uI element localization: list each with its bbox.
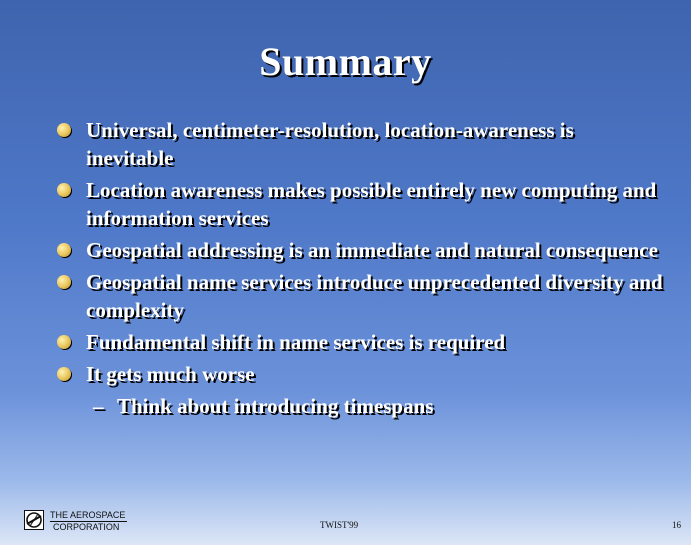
aerospace-logo-icon <box>24 510 44 530</box>
sub-bullet-text: Think about introducing timespans <box>117 394 434 418</box>
bullet-text: Geospatial addressing is an immediate and natural consequence <box>86 238 658 262</box>
bullet-dot-icon <box>57 275 71 289</box>
bullet-text: Geospatial name services introduce unprecedented diversity and complexity <box>86 270 663 322</box>
bullet-dot-icon <box>57 123 71 137</box>
bullet-item <box>55 236 665 264</box>
bullet-item <box>55 176 665 232</box>
bullet-dot-icon <box>57 367 71 381</box>
bullet-item <box>55 268 665 324</box>
footer-event: TWIST'99 <box>320 520 359 530</box>
footer-logo <box>24 510 127 533</box>
bullet-dot-icon <box>57 183 71 197</box>
logo-text <box>50 510 127 533</box>
bullet-item <box>55 116 665 172</box>
bullet-list <box>55 116 665 420</box>
bullet-item <box>55 328 665 356</box>
page-number: 16 <box>672 520 681 530</box>
bullet-dot-icon <box>57 243 71 257</box>
bullet-text: Fundamental shift in name services is required <box>86 330 506 354</box>
bullet-dot-icon <box>57 335 71 349</box>
logo-line-1: THE AEROSPACE <box>50 510 126 520</box>
bullet-text: It gets much worse <box>86 362 255 386</box>
slide-title: Summary <box>259 39 432 84</box>
bullet-text: Location awareness makes possible entirely new computing and information services <box>86 178 657 230</box>
bullet-item <box>55 360 665 388</box>
sub-bullet-dash: – <box>93 394 104 418</box>
sub-bullet-item <box>55 392 665 420</box>
bullet-text: Universal, centimeter-resolution, location-awareness is inevitable <box>86 118 574 170</box>
logo-line-2: CORPORATION <box>53 522 120 532</box>
